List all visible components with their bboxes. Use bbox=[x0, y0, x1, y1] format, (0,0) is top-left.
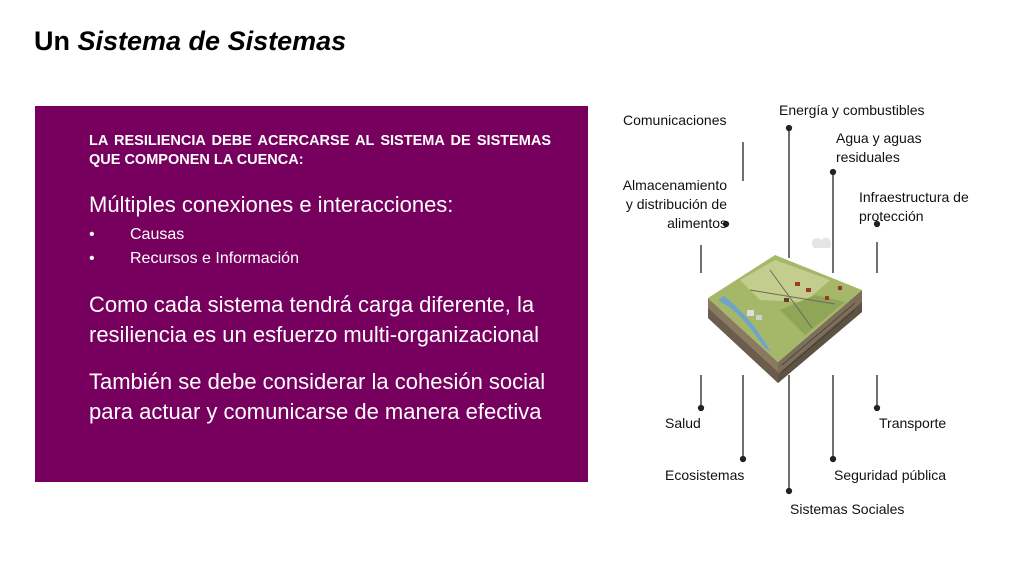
diagram-graphic bbox=[600, 90, 1010, 530]
system-of-systems-diagram bbox=[600, 90, 1010, 530]
label-infraestructura bbox=[859, 188, 969, 226]
label-almacenamiento-line: y distribución de bbox=[625, 196, 727, 212]
label-salud: Salud bbox=[665, 415, 701, 431]
label-ecosistemas: Ecosistemas bbox=[665, 467, 745, 483]
building bbox=[838, 286, 842, 290]
building bbox=[747, 310, 754, 316]
panel-heading: LA RESILIENCIA DEBE ACERCARSE AL SISTEMA DE SISTEMAS QUE COMPONEN LA CUENCA: bbox=[89, 133, 551, 168]
building bbox=[756, 315, 762, 320]
label-energia: Energía y combustibles bbox=[779, 102, 925, 118]
label-infraestructura-line: Infraestructura de bbox=[859, 189, 969, 205]
bullet-list bbox=[89, 223, 299, 271]
building bbox=[825, 296, 829, 300]
bullet-icon: • bbox=[89, 250, 95, 267]
title-prefix: Un bbox=[34, 26, 78, 56]
label-sistemas-sociales: Sistemas Sociales bbox=[790, 501, 905, 517]
list-item-label: Causas bbox=[130, 226, 185, 243]
connector-dot bbox=[875, 406, 880, 411]
title-italic: Sistema de Sistemas bbox=[77, 26, 347, 56]
paragraph-social-cohesion: También se debe considerar la cohesión social para actuar y comunicarse de manera efectiva bbox=[89, 369, 546, 424]
label-almacenamiento-line: alimentos bbox=[667, 215, 727, 231]
bullet-icon: • bbox=[89, 226, 95, 243]
panel-subheading: Múltiples conexiones e interacciones: bbox=[89, 192, 454, 217]
building bbox=[795, 282, 800, 286]
list-item bbox=[89, 247, 299, 271]
connector-dot bbox=[787, 489, 792, 494]
landscape-illustration bbox=[708, 238, 862, 383]
label-agua-line: residuales bbox=[836, 149, 900, 165]
label-infraestructura-line: protección bbox=[859, 208, 924, 224]
label-seguridad: Seguridad pública bbox=[834, 467, 947, 483]
label-comunicaciones: Comunicaciones bbox=[623, 112, 727, 128]
list-item-label: Recursos e Información bbox=[130, 250, 299, 267]
slide-title bbox=[34, 26, 346, 57]
building bbox=[784, 298, 789, 302]
label-agua bbox=[836, 129, 922, 167]
label-agua-line: Agua y aguas bbox=[836, 130, 922, 146]
list-item bbox=[89, 223, 299, 247]
label-almacenamiento-line: Almacenamiento bbox=[622, 177, 727, 193]
building bbox=[806, 288, 811, 292]
label-almacenamiento bbox=[616, 176, 727, 233]
connector-dot bbox=[831, 457, 836, 462]
label-transporte: Transporte bbox=[879, 415, 947, 431]
content-panel bbox=[35, 106, 588, 482]
paragraph-multi-organizational: Como cada sistema tendrá carga diferente, la resiliencia es un esfuerzo multi-organizacional bbox=[89, 292, 540, 347]
connector-dot bbox=[741, 457, 746, 462]
connector-dot bbox=[699, 406, 704, 411]
smoke-cloud bbox=[812, 238, 831, 248]
